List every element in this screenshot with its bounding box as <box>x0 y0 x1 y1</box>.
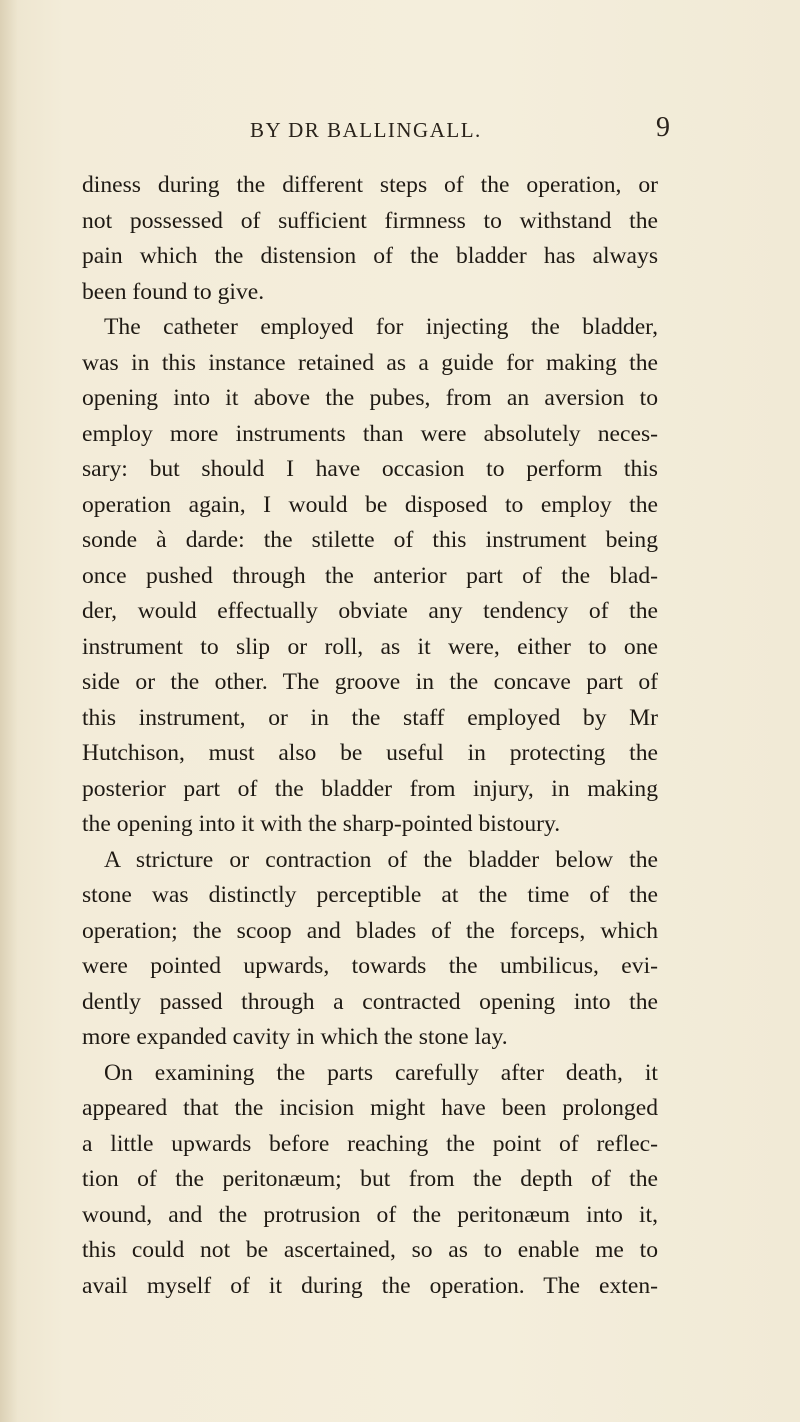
text-line: der, would effectually obviate any tendency of the <box>82 598 658 624</box>
text-line: sary: but should I have occasion to perform this <box>82 456 658 482</box>
body-text <box>82 168 658 1304</box>
text-line: employ more instruments than were absolutely neces- <box>82 420 658 447</box>
text-line: was in this instance retained as a guide for making the <box>82 349 658 376</box>
text-line: posterior part of the bladder from injury, in making <box>82 775 658 802</box>
text-line: A stricture or contraction of the bladder below the <box>104 846 658 873</box>
text-line: a little upwards before reaching the point of reflec- <box>82 1130 658 1157</box>
running-head: BY DR BALLINGALL. <box>250 118 482 142</box>
text-line: Hutchison, must also be useful in protecting the <box>82 740 658 766</box>
text-line: opening into it above the pubes, from an aversion to <box>82 385 658 411</box>
text-line: sonde à darde: the stilette of this instrument being <box>82 527 658 553</box>
text-line: The catheter employed for injecting the bladder, <box>104 314 658 340</box>
text-line: stone was distinctly perceptible at the time of the <box>82 882 658 908</box>
text-line: wound, and the protrusion of the peritonæum into it, <box>82 1201 658 1228</box>
text-line: dently passed through a contracted opening into the <box>82 988 658 1015</box>
text-line: not possessed of sufficient firmness to withstand the <box>82 207 658 234</box>
text-line: operation again, I would be disposed to employ the <box>82 491 658 518</box>
binding-shadow <box>0 0 18 1422</box>
text-line: once pushed through the anterior part of the blad- <box>82 562 658 589</box>
text-line: pain which the distension of the bladder has always <box>82 243 658 269</box>
text-line: tion of the peritonæum; but from the depth of the <box>82 1166 658 1192</box>
text-line: instrument to slip or roll, as it were, either to one <box>82 633 658 660</box>
text-line: appeared that the incision might have been prolonged <box>82 1095 658 1121</box>
text-line: the opening into it with the sharp-pointed bistoury. <box>82 811 561 837</box>
page-header <box>250 112 670 148</box>
text-line: operation; the scoop and blades of the forceps, which <box>82 917 658 944</box>
text-line: more expanded cavity in which the stone lay. <box>82 1024 508 1050</box>
text-line: this could not be ascertained, so as to enable me to <box>82 1237 658 1263</box>
text-line: avail myself of it during the operation. The exten- <box>82 1272 658 1299</box>
text-line: On examining the parts carefully after death, it <box>104 1059 658 1086</box>
text-line: diness during the different steps of the operation, or <box>82 172 658 198</box>
text-line: been found to give. <box>82 278 265 305</box>
text-line: were pointed upwards, towards the umbilicus, evi- <box>82 953 658 979</box>
text-line: side or the other. The groove in the concave part of <box>82 669 658 695</box>
text-line: this instrument, or in the staff employed by Mr <box>82 704 658 731</box>
page-number: 9 <box>656 112 670 143</box>
